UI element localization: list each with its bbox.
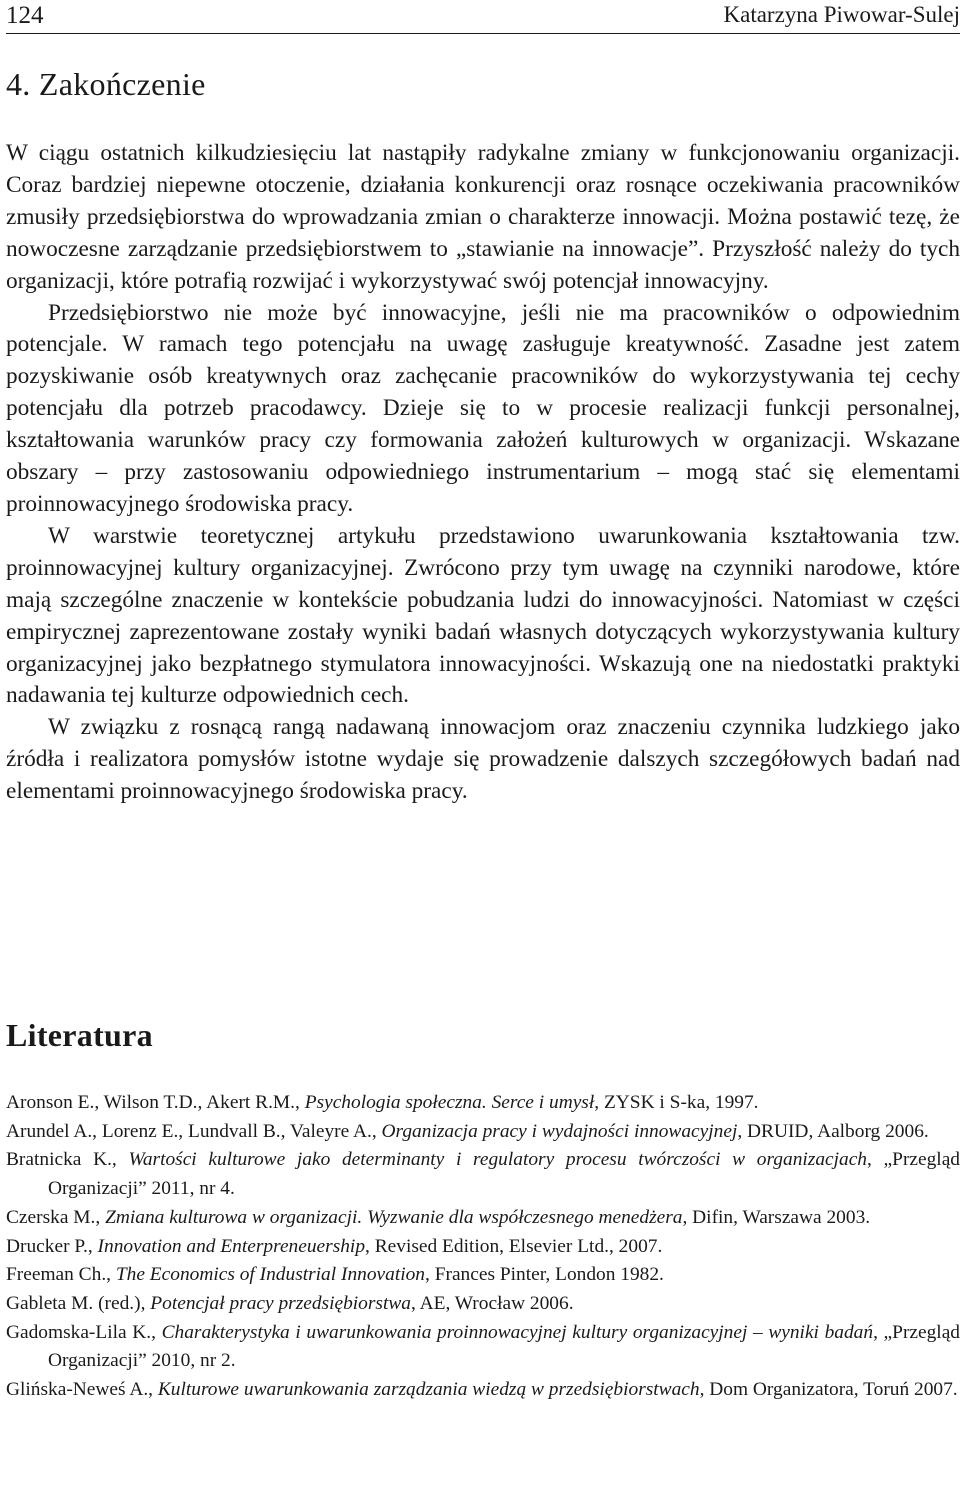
ref-rest: , ZYSK i S-ka, 1997. [594,1092,759,1113]
paragraph: Przedsiębiorstwo nie może być innowacyjne, jeśli nie ma pracowników o odpowiednim potencjale. W ramach tego potencjału na uwagę zasługuje kreatywność. Zasadne jest zatem pozyskiwanie osób kreatywnych oraz zachęcanie pracowników do wykorzystywania tej cechy potencjału dla potrzeb pracodawcy. Dzieje się to w procesie realizacji funkcji personalnej, kształtowania warunków pracy czy formowania założeń kulturowych w organizacji. Wskazane obszary – przy zastosowaniu odpowiedniego instrumentarium – mogą stać się elementami proinnowacyjnego środowiska pracy. [6,299,960,517]
running-author: Katarzyna Piwowar-Sulej [723,2,960,27]
ref-authors: Arundel A., Lorenz E., Lundvall B., Valeyre A., [6,1120,382,1142]
reference-item [6,1118,960,1147]
ref-title: Psychologia społeczna. Serce i umysł [304,1092,595,1113]
paragraph: W związku z rosnącą rangą nadawaną innowacjom oraz znaczeniu czynnika ludzkiego jako źródła i realizatora pomysłów istotne wydaje się prowadzenie dalszych szczegółowych badań nad elementami proinnowacyjnego środowiska pracy. [6,714,960,805]
reference-item [6,1233,960,1262]
ref-rest: , Dom Organizatora, Toruń 2007. [699,1379,958,1401]
section-title: 4. Zakończenie [6,66,206,102]
ref-rest: , „Przegląd Organizacji” 2010, nr 2. [48,1321,960,1372]
reference-item [6,1261,960,1290]
ref-authors: Drucker P., [6,1235,98,1257]
paragraph: W ciągu ostatnich kilkudziesięciu lat nastąpiły radykalne zmiany w funkcjonowaniu organizacji. Coraz bardziej niepewne otoczenie, działania konkurencji oraz rosnące oczekiwania pracowników zmusiły przedsiębiorstwa do wprowadzania zmian o charakterze innowacji. Można postawić tezę, że nowoczesne zarządzanie przedsiębiorstwem to „stawianie na innowacje”. Przyszłość należy do tych organizacji, które potrafią rozwijać i wykorzystywać swój potencjał innowacyjny. [6,140,960,294]
ref-title: Charakterystyka i uwarunkowania proinnowacyjnej kultury organizacyjnej – wyniki badań [161,1321,874,1343]
reference-item [6,1319,960,1376]
ref-rest: , AE, Wrocław 2006. [410,1292,574,1314]
ref-authors: Gableta M. (red.), [6,1292,151,1314]
running-header [6,2,960,30]
header-rule [6,33,960,34]
ref-rest: , Frances Pinter, London 1982. [425,1264,664,1286]
ref-authors: Glińska-Neweś A., [6,1379,158,1401]
ref-title: The Economics of Industrial Innovation [115,1264,426,1286]
ref-title: Potencjał pracy przedsiębiorstwa [150,1292,411,1314]
ref-title: Organizacja pracy i wydajności innowacyjnej [381,1120,738,1142]
ref-authors: Gadomska-Lila K., [6,1321,162,1343]
literature-title: Literatura [6,1017,153,1053]
ref-rest: , Revised Edition, Elsevier Ltd., 2007. [365,1235,663,1257]
ref-title: Wartości kulturowe jako determinanty i regulatory procesu twórczości w organizacjach [128,1149,868,1171]
paragraph: W warstwie teoretycznej artykułu przedstawiono uwarunkowania kształtowania tzw. proinnowacyjnej kultury organizacyjnej. Zwrócono przy tym uwagę na czynniki narodowe, które mają szczególne znaczenie w kontekście pobudzania ludzi do innowacyjności. Natomiast w części empirycznej zaprezentowane zostały wyniki badań własnych dotyczących wykorzystywania kultury organizacyjnej jako bezpłatnego stymulatora innowacyjności. Wskazują one na niedostatki praktyki nadawania tej kulturze odpowiednich cech. [6,522,960,709]
ref-title: Innovation and Enterpreneuership [97,1235,366,1257]
ref-rest: , Difin, Warszawa 2003. [682,1206,871,1228]
page-number: 124 [6,2,44,29]
ref-authors: Czerska M., [6,1206,106,1228]
reference-item [6,1290,960,1319]
reference-item [6,1089,960,1118]
reference-item [6,1146,960,1203]
section-body [6,138,960,808]
reference-item [6,1376,960,1405]
ref-authors: Bratnicka K., [6,1149,129,1171]
ref-rest: , „Przegląd Organizacji” 2011, nr 4. [48,1149,960,1200]
reference-list [6,1089,960,1405]
ref-title: Zmiana kulturowa w organizacji. Wyzwanie dla współczesnego menedżera [105,1206,683,1228]
ref-authors: Freeman Ch., [6,1264,116,1286]
ref-authors: Aronson E., Wilson T.D., Akert R.M., [6,1092,305,1113]
ref-rest: , DRUID, Aalborg 2006. [737,1120,929,1142]
ref-title: Kulturowe uwarunkowania zarządzania wiedzą w przedsiębiorstwach [157,1379,700,1401]
reference-item [6,1204,960,1233]
